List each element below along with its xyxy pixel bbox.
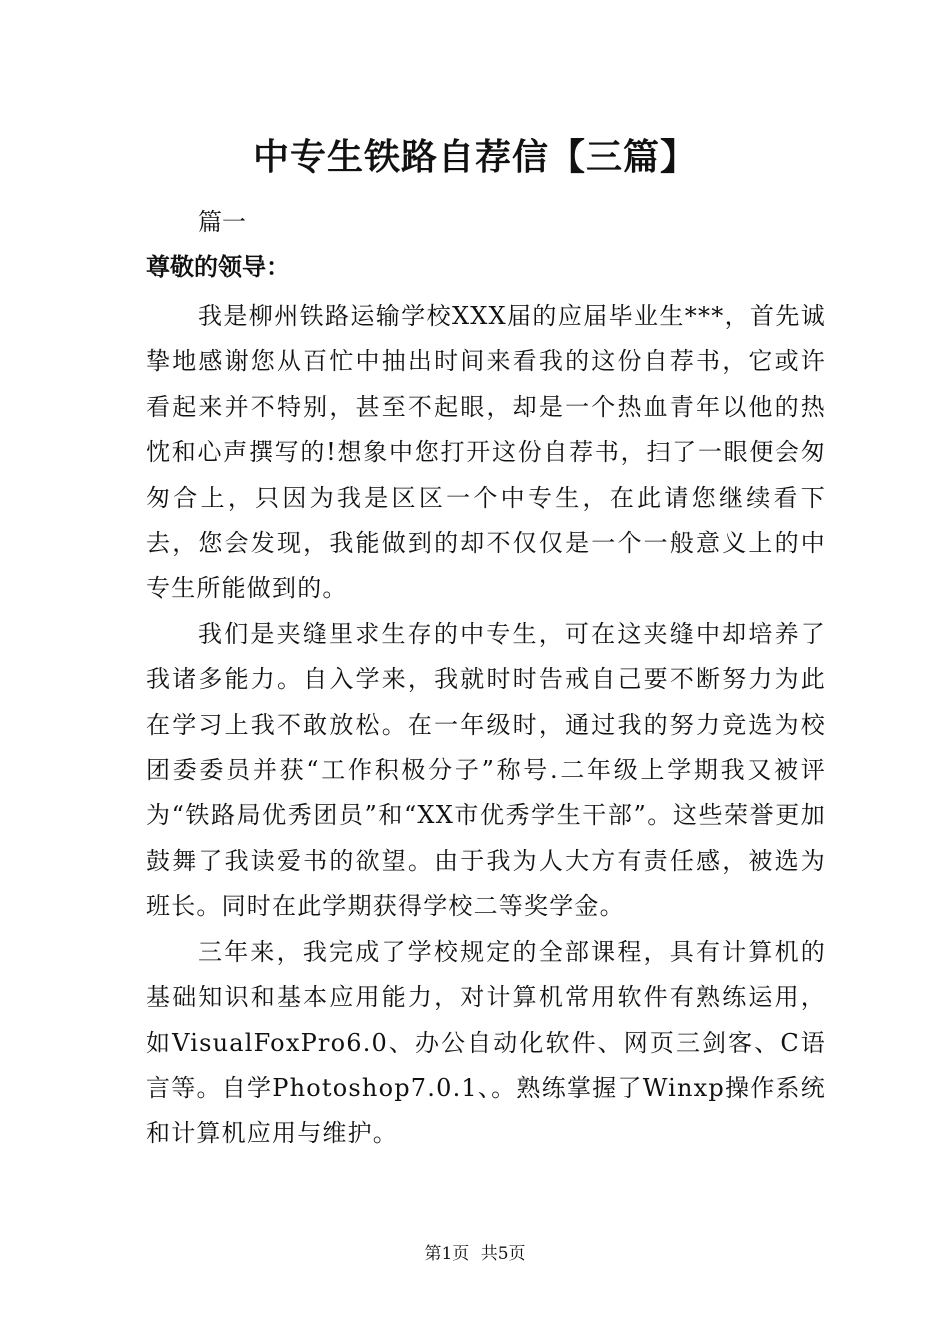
page-footer [0,1242,950,1266]
page-number-current: 第1页 [424,1244,470,1264]
page-number-total: 共5页 [480,1244,526,1264]
paragraph: 三年来，我完成了学校规定的全部课程，具有计算机的基础知识和基本应用能力，对计算机常用软件有熟练运用，如VisualFoxPro6.0、办公自动化软件、网页三剑客、C语言等。自学Photoshop7.0.1、。熟练掌握了Winxp操作系统和计算机应用与维护。 [146,937,826,1148]
document-title: 中专生铁路自荐信【三篇】 [252,136,697,178]
paragraph: 我们是夹缝里求生存的中专生，可在这夹缝中却培养了我诸多能力。自入学来，我就时时告戒自己要不断努力为此在学习上我不敢放松。在一年级时，通过我的努力竞选为校团委委员并获“工作积极分子”称号.二年级上学期我又被评为“铁路局优秀团员”和“XX市优秀学生干部”。这些荣誉更加鼓舞了我读爱书的欲望。由于我为人大方有责任感，被选为班长。同时在此学期获得学校二等奖学金。 [146,619,826,921]
section-label: 篇一 [198,208,246,236]
paragraph: 我是柳州铁路运输学校XXX届的应届毕业生***，首先诚挚地感谢您从百忙中抽出时间来看我的这份自荐书，它或许看起来并不特别，甚至不起眼，却是一个热血青年以他的热忱和心声撰写的!想象中您打开这份自荐书，扫了一眼便会匆匆合上，只因为我是区区一个中专生，在此请您继续看下去，您会发现，我能做到的却不仅仅是一个一般意义上的中专生所能做到的。 [146,302,826,603]
salutation: 尊敬的领导： [146,252,290,281]
letter-body [146,294,826,1157]
